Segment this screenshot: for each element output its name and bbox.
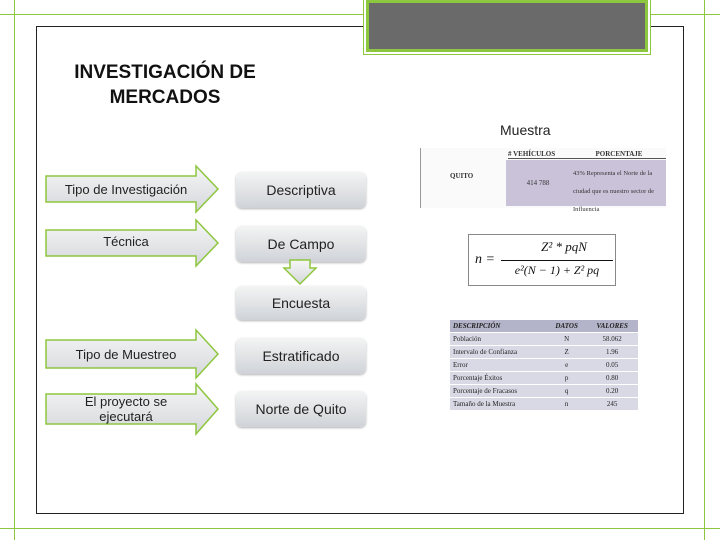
table-row	[450, 346, 638, 359]
fraction-bar	[501, 260, 613, 261]
table-header-row	[450, 320, 638, 333]
value-box-encuesta	[236, 286, 366, 320]
cell: Z	[547, 346, 586, 359]
value-text: De Campo	[267, 236, 335, 252]
value-text: Descriptiva	[266, 182, 336, 198]
header-descripcion: DESCRIPCIÓN	[450, 320, 547, 333]
arrow-proyecto-ejecutara	[46, 384, 218, 434]
value-box-descriptiva	[236, 172, 366, 208]
value-text: Norte de Quito	[255, 401, 347, 417]
down-arrow-icon	[284, 260, 316, 284]
arrow-tecnica	[46, 220, 218, 266]
row-label: Tipo de Investigación	[64, 181, 188, 197]
page-title: INVESTIGACIÓN DE MERCADOS	[74, 62, 256, 108]
cell: N	[547, 333, 586, 346]
header-valores: VALORES	[586, 320, 638, 333]
cell: 0.20	[586, 385, 638, 398]
table-row	[450, 372, 638, 385]
table-row	[450, 359, 638, 372]
cell: 0.05	[586, 359, 638, 372]
frame-line-left	[14, 0, 15, 540]
frame-line-right	[704, 0, 705, 540]
cell: p	[547, 372, 586, 385]
row-label: Tipo de Muestreo	[75, 346, 177, 362]
cell: 245	[586, 398, 638, 411]
cell: Error	[450, 359, 547, 372]
percent-header: PORCENTAJE	[572, 150, 666, 159]
cell: 58.062	[586, 333, 638, 346]
value-text: Estratificado	[262, 348, 340, 364]
decorative-rectangle	[366, 0, 648, 52]
vertical-divider	[420, 148, 421, 208]
value-box-estratificado	[236, 338, 366, 374]
value-box-norte-quito	[236, 391, 366, 427]
formula-denominator: e²(N − 1) + Z² pq	[514, 263, 600, 277]
muestra-label: Muestra	[500, 122, 551, 138]
cell: q	[547, 385, 586, 398]
table-row	[450, 333, 638, 346]
percent-value: 43% Representa el Norte de la ciudad que es nuestro sector de Influencia	[573, 170, 655, 213]
vehicles-cell	[506, 160, 570, 206]
arrow-tipo-investigacion	[46, 166, 218, 212]
cell: Población	[450, 333, 547, 346]
vehicles-value: 414 788	[526, 179, 550, 187]
row-label: El proyecto se ejecutará	[84, 394, 168, 424]
cell: n	[547, 398, 586, 411]
vehicles-header: # VEHÍCULOS	[508, 150, 572, 159]
cell: e	[547, 359, 586, 372]
percent-cell	[570, 160, 666, 213]
cell: Porcentaje de Fracasos	[450, 385, 547, 398]
frame-line-bottom	[0, 528, 720, 529]
cell: Intervalo de Confianza	[450, 346, 547, 359]
encuesta-text: Encuesta	[271, 295, 331, 311]
formula-lhs: n =	[475, 252, 495, 267]
table-row	[450, 385, 638, 398]
cell: Tamaño de la Muestra	[450, 398, 547, 411]
header-datos: DATOS	[547, 320, 586, 333]
cell: 0.80	[586, 372, 638, 385]
sample-size-formula	[468, 234, 616, 286]
parameters-table	[450, 320, 638, 410]
row-label: Técnica	[103, 233, 149, 249]
cell: Porcentaje Éxitos	[450, 372, 547, 385]
vehicles-table-image	[420, 148, 666, 213]
cell: 1.96	[586, 346, 638, 359]
value-box-de-campo	[236, 226, 366, 262]
formula-numerator: Z² * pqN	[541, 239, 587, 254]
quito-label: QUITO	[450, 172, 474, 180]
arrow-tipo-muestreo	[46, 330, 218, 378]
table-row	[450, 398, 638, 411]
